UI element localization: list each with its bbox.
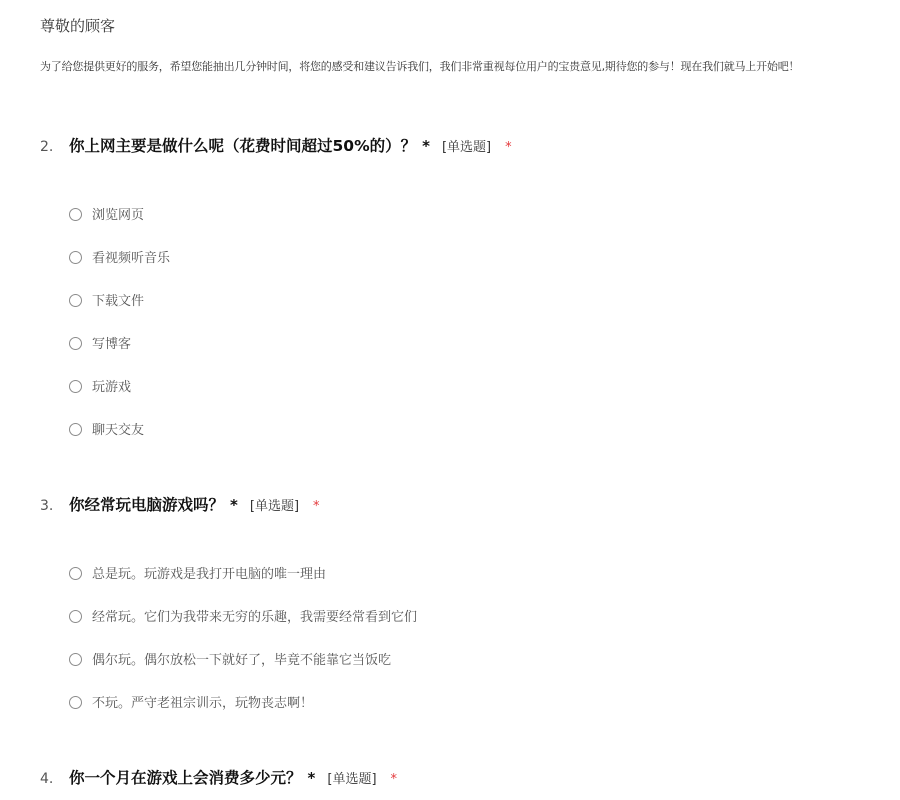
required-indicator: * — [313, 499, 320, 514]
option-label: 聊天交友 — [92, 423, 145, 438]
required-mark: * — [422, 137, 430, 155]
question-type: [单选题] — [441, 140, 492, 155]
option-label: 看视频听音乐 — [92, 251, 171, 266]
question-type: [单选题] — [249, 499, 300, 514]
question-text: 你上网主要是做什么呢（花费时间超过50%的）？ — [69, 137, 417, 155]
option-label: 不玩。严守老祖宗训示，玩物丧志啊！ — [92, 696, 314, 711]
option-label: 下载文件 — [92, 294, 145, 309]
radio-circle-icon[interactable] — [69, 696, 82, 709]
required-indicator: * — [505, 140, 512, 155]
required-mark: * — [230, 496, 238, 514]
option-label: 浏览网页 — [92, 208, 145, 223]
question-text: 你经常玩电脑游戏吗？ — [69, 496, 225, 514]
option-label: 写博客 — [92, 337, 132, 352]
question-title-row — [40, 134, 880, 158]
question-2 — [40, 134, 880, 438]
question-number: 2. — [40, 139, 54, 155]
option-label: 总是玩。玩游戏是我打开电脑的唯一理由 — [92, 567, 327, 582]
question-text: 你一个月在游戏上会消费多少元？ — [69, 769, 302, 787]
question-title-row — [40, 766, 880, 790]
question-3 — [40, 493, 880, 711]
question-title-row — [40, 493, 880, 517]
survey-intro: 为了给您提供更好的服务，希望您能抽出几分钟时间，将您的感受和建议告诉我们，我们非常重视每位用户的宝贵意见,期待您的参与！现在我们就马上开始吧！ — [40, 60, 800, 73]
radio-circle-icon[interactable] — [69, 567, 82, 580]
required-mark: * — [307, 769, 316, 787]
radio-circle-icon[interactable] — [69, 423, 82, 436]
required-indicator: * — [390, 772, 398, 787]
question-4 — [40, 766, 880, 790]
question-type: [单选题] — [327, 772, 377, 787]
radio-circle-icon[interactable] — [69, 294, 82, 307]
option-label: 偶尔玩。偶尔放松一下就好了，毕竟不能靠它当饭吃 — [92, 653, 392, 668]
radio-circle-icon[interactable] — [69, 380, 82, 393]
question-number: 3. — [40, 498, 54, 514]
radio-circle-icon[interactable] — [69, 251, 82, 264]
radio-circle-icon[interactable] — [69, 653, 82, 666]
radio-circle-icon[interactable] — [69, 610, 82, 623]
survey-greeting: 尊敬的顾客 — [40, 17, 116, 35]
radio-circle-icon[interactable] — [69, 337, 82, 350]
option-label: 玩游戏 — [92, 380, 132, 395]
option-label: 经常玩。它们为我带来无穷的乐趣，我需要经常看到它们 — [92, 610, 418, 625]
question-number: 4. — [40, 771, 54, 787]
radio-circle-icon[interactable] — [69, 208, 82, 221]
